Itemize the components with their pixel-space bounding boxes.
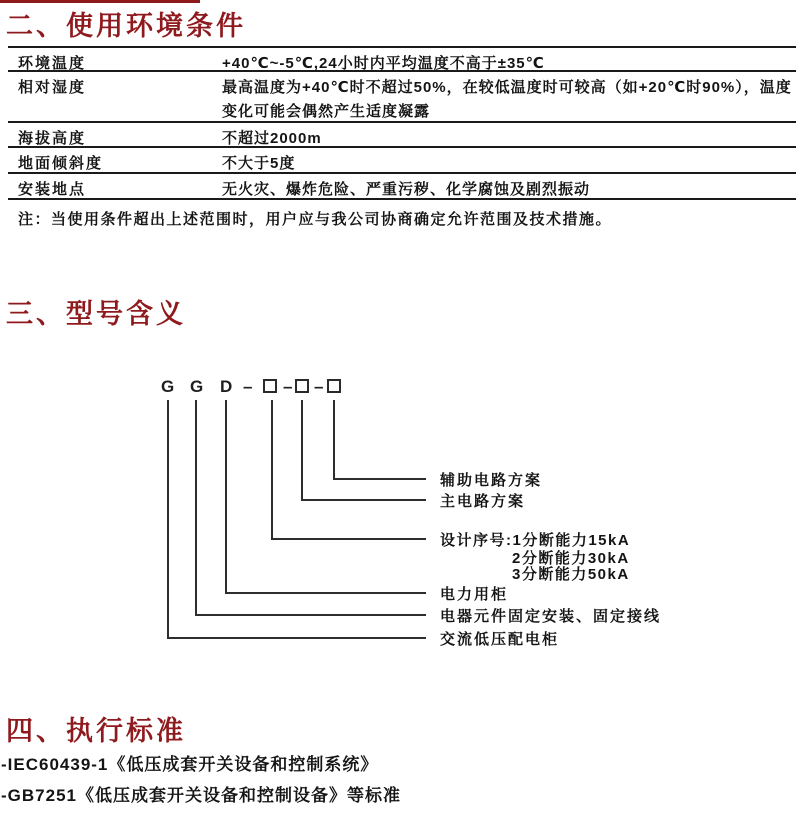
row-value: 无火灾、爆炸危险、严重污秽、化学腐蚀及剧烈振动 bbox=[222, 181, 591, 198]
code-letter-g1: G bbox=[161, 377, 175, 396]
table-row-inclination bbox=[8, 148, 796, 174]
table-row-temperature bbox=[8, 48, 796, 72]
environment-conditions-table bbox=[8, 46, 796, 200]
callout-design-number: 设计序号:1分断能力15kA bbox=[440, 532, 631, 549]
row-value bbox=[222, 72, 796, 127]
standard-iec: -IEC60439-1《低压成套开关设备和控制系统》 bbox=[1, 755, 379, 774]
callout-ac-lv-cabinet: 交流低压配电柜 bbox=[440, 631, 560, 648]
row-label: 相对湿度 bbox=[18, 79, 87, 96]
row-label: 海拔高度 bbox=[18, 130, 87, 147]
table-row-location bbox=[8, 174, 796, 200]
callout-aux-circuit: 辅助电路方案 bbox=[440, 472, 543, 489]
row-value: +40℃~-5℃,24小时内平均温度不高于±35℃ bbox=[222, 55, 545, 72]
row-value-line1: 最高温度为+40℃时不超过50%，在较低温度时可较高（如+20℃时90%），温度 bbox=[222, 79, 792, 96]
section-env-title: 二、使用环境条件 bbox=[6, 11, 246, 41]
code-dash: – bbox=[243, 377, 253, 396]
callout-power-cabinet: 电力用柜 bbox=[440, 586, 509, 603]
code-dash: – bbox=[314, 377, 324, 396]
top-red-sliver bbox=[0, 0, 200, 3]
row-label: 安装地点 bbox=[18, 181, 87, 198]
standard-gb: -GB7251《低压成套开关设备和控制设备》等标准 bbox=[1, 786, 401, 805]
table-row-humidity bbox=[8, 72, 796, 123]
row-label: 环境温度 bbox=[18, 55, 87, 72]
row-value: 不超过2000m bbox=[222, 130, 322, 147]
row-label: 地面倾斜度 bbox=[18, 155, 104, 172]
section-model-title: 三、型号含义 bbox=[6, 299, 186, 329]
connector-ac-lv-cabinet bbox=[167, 400, 426, 639]
code-letter-d: D bbox=[220, 377, 233, 396]
code-placeholder-box-aux bbox=[327, 379, 341, 393]
code-letter-g2: G bbox=[190, 377, 204, 396]
row-value: 不大于5度 bbox=[222, 155, 296, 172]
callout-fixed-mount: 电器元件固定安装、固定接线 bbox=[440, 608, 662, 625]
code-dash: – bbox=[283, 377, 293, 396]
code-placeholder-box-main bbox=[295, 379, 309, 393]
usage-note: 注：当使用条件超出上述范围时，用户应与我公司协商确定允许范围及技术措施。 bbox=[18, 211, 613, 228]
callout-main-circuit: 主电路方案 bbox=[440, 493, 526, 510]
code-placeholder-box-design bbox=[263, 379, 277, 393]
callout-design-number-2: 2分断能力30kA bbox=[512, 550, 630, 567]
section-standard-title: 四、执行标准 bbox=[6, 716, 186, 746]
row-value-line2: 变化可能会偶然产生适度凝露 bbox=[222, 103, 431, 120]
table-row-altitude bbox=[8, 123, 796, 148]
callout-design-number-3: 3分断能力50kA bbox=[512, 566, 630, 583]
